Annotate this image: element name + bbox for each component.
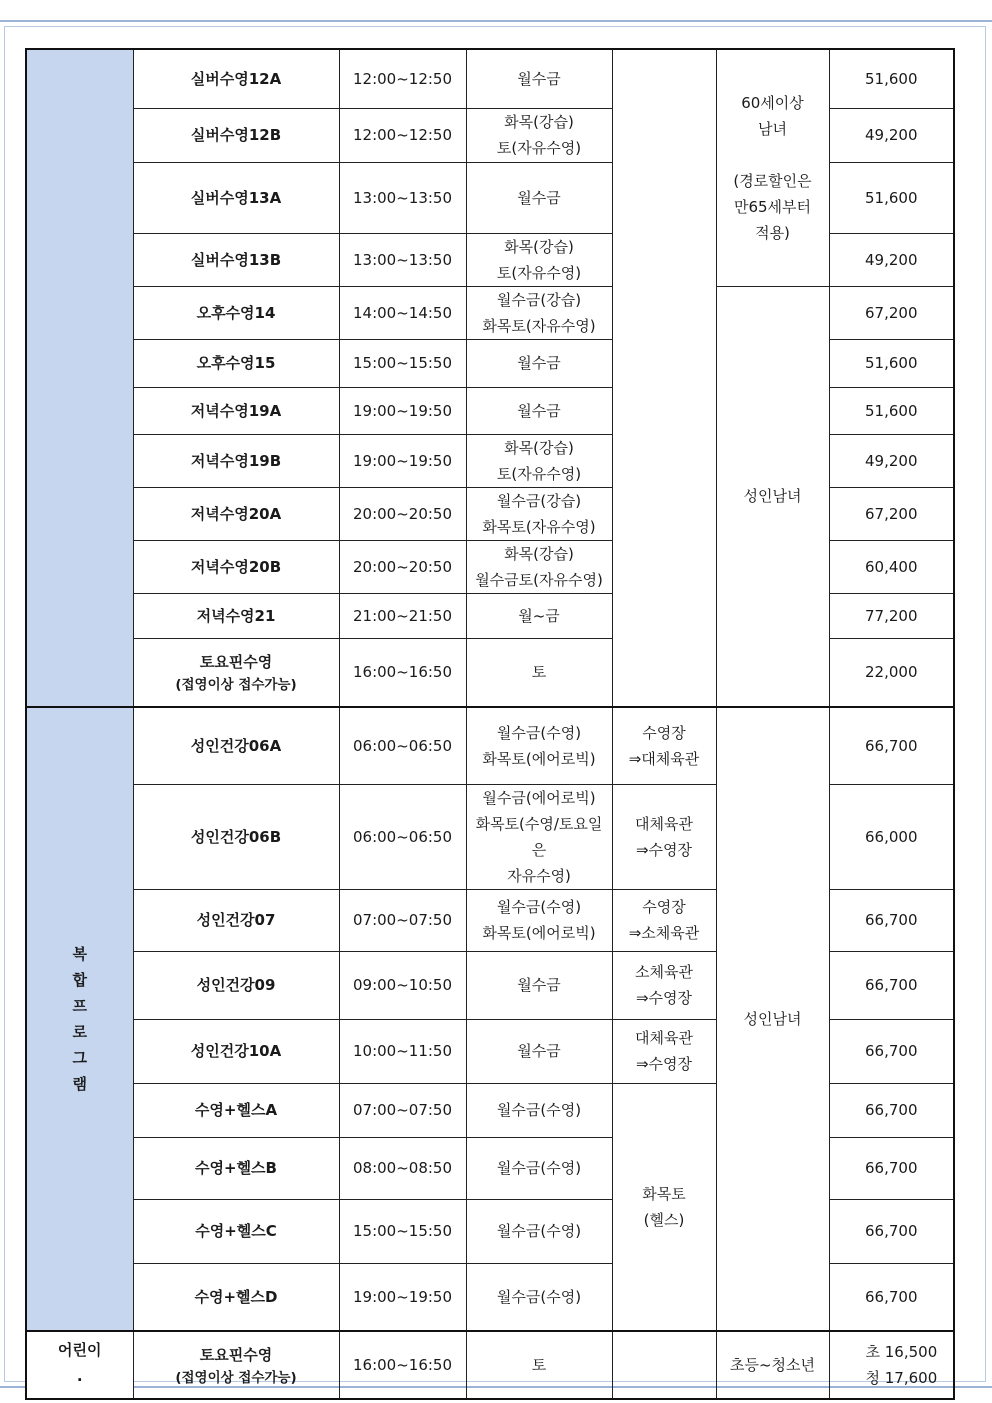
program-name: 실버수영12A [190,69,282,88]
program-name-cell [133,1083,339,1137]
days-cell: 월수금 [466,951,612,1019]
program-name: 수영+헬스A [194,1101,278,1119]
program-name-cell [133,162,339,233]
program-name: 저녁수영20A [190,504,282,523]
place-cell: 수영장 ⇒대체육관 [612,707,716,784]
program-name: 오후수영15 [196,354,276,372]
time-cell: 15:00~15:50 [339,1199,466,1263]
table-row [26,49,954,108]
table-row [26,707,954,784]
fee-cell: 초 16,500 청 17,600 [829,1331,954,1399]
fee-cell: 66,700 [829,1137,954,1199]
program-name-cell [133,540,339,593]
fee-cell: 66,700 [829,1019,954,1083]
program-name: 수영+헬스D [194,1287,278,1306]
fee-cell: 51,600 [829,387,954,434]
target-cell-silver: 60세이상 남녀 (경로할인은 만65세부터 적용) [716,49,829,286]
category-cell: 복 합 프 로 그 램 [26,707,133,1331]
time-cell: 19:00~19:50 [339,387,466,434]
days-cell: 월~금 [466,593,612,638]
program-name-cell [133,1199,339,1263]
program-name-cell [133,951,339,1019]
program-name: 저녁수영19B [190,451,282,470]
category-cell [26,49,133,707]
fee-cell: 66,700 [829,1083,954,1137]
program-name-cell [133,638,339,707]
program-name-cell [133,889,339,951]
time-cell: 20:00~20:50 [339,540,466,593]
fee-cell: 22,000 [829,638,954,707]
time-cell: 06:00~06:50 [339,707,466,784]
program-name-cell [133,707,339,784]
time-cell: 15:00~15:50 [339,339,466,387]
days-cell: 월수금(수영) [466,1263,612,1331]
program-name: 토요핀수영 [199,653,273,672]
time-cell: 19:00~19:50 [339,434,466,487]
fee-cell: 51,600 [829,339,954,387]
time-cell: 09:00~10:50 [339,951,466,1019]
program-name-cell [133,387,339,434]
time-cell: 13:00~13:50 [339,233,466,286]
fee-cell: 66,000 [829,784,954,889]
fee-cell: 66,700 [829,951,954,1019]
program-name-cell [133,487,339,540]
place-cell [612,1331,716,1399]
program-name: 실버수영13B [190,250,282,269]
time-cell: 13:00~13:50 [339,162,466,233]
program-name-cell [133,434,339,487]
program-name: 오후수영14 [196,303,276,322]
program-name-note: (접영이상 접수가능) [175,1370,297,1386]
days-cell: 월수금 [466,162,612,233]
fee-cell: 60,400 [829,540,954,593]
days-cell: 월수금(수영) [466,1083,612,1137]
fee-cell: 67,200 [829,487,954,540]
time-cell: 07:00~07:50 [339,889,466,951]
days-cell: 월수금 [466,49,612,108]
program-name-cell [133,286,339,339]
days-cell: 월수금 [466,1019,612,1083]
place-cell: 대체육관 ⇒수영장 [612,784,716,889]
program-name-cell [133,339,339,387]
days-cell: 월수금 [466,339,612,387]
days-cell: 화목(강습) 월수금토(자유수영) [466,540,612,593]
program-name: 성인건강06A [190,736,282,755]
days-cell: 토 [466,638,612,707]
days-cell: 월수금(강습) 화목토(자유수영) [466,487,612,540]
program-name-cell [133,1331,339,1399]
days-cell: 월수금 [466,387,612,434]
days-cell: 월수금(수영) 화목토(에어로빅) [466,889,612,951]
target-cell-adult: 성인남녀 [716,286,829,707]
place-cell: 소체육관 ⇒수영장 [612,951,716,1019]
program-name-cell [133,1019,339,1083]
place-cell: 수영장 ⇒소체육관 [612,889,716,951]
table-row [26,286,954,339]
program-name-cell [133,233,339,286]
fee-cell: 49,200 [829,434,954,487]
program-name-cell [133,784,339,889]
fee-cell: 66,700 [829,1199,954,1263]
program-schedule-table [25,48,955,1400]
program-name-note: (접영이상 접수가능) [175,677,297,694]
days-cell: 월수금(수영) 화목토(에어로빅) [466,707,612,784]
program-name: 성인건강06B [190,827,282,846]
days-cell: 월수금(에어로빅) 화목토(수영/토요일은 자유수영) [466,784,612,889]
days-cell: 토 [466,1331,612,1399]
program-name: 실버수영12B [190,126,282,144]
time-cell: 16:00~16:50 [339,638,466,707]
program-name-cell [133,593,339,638]
program-name-cell [133,108,339,162]
program-name: 저녁수영19A [190,401,282,420]
time-cell: 21:00~21:50 [339,593,466,638]
target-cell: 성인남녀 [716,707,829,1331]
time-cell: 14:00~14:50 [339,286,466,339]
fee-cell: 66,700 [829,707,954,784]
place-cell [612,49,716,707]
time-cell: 19:00~19:50 [339,1263,466,1331]
program-name: 수영+헬스B [195,1159,277,1177]
program-name-cell [133,49,339,108]
fee-cell: 49,200 [829,233,954,286]
time-cell: 12:00~12:50 [339,108,466,162]
page-frame-top-line [0,20,992,22]
fee-cell: 66,700 [829,889,954,951]
program-name: 토요핀수영 [199,1346,273,1364]
table-row [26,1331,954,1399]
fee-cell: 51,600 [829,49,954,108]
time-cell: 07:00~07:50 [339,1083,466,1137]
time-cell: 06:00~06:50 [339,784,466,889]
target-cell: 초등~청소년 [716,1331,829,1399]
fee-cell: 66,700 [829,1263,954,1331]
program-name: 수영+헬스C [195,1222,277,1240]
program-name: 성인건강10A [190,1042,282,1060]
time-cell: 12:00~12:50 [339,49,466,108]
fee-cell: 49,200 [829,108,954,162]
time-cell: 10:00~11:50 [339,1019,466,1083]
days-cell: 월수금(강습) 화목토(자유수영) [466,286,612,339]
days-cell: 화목(강습) 토(자유수영) [466,233,612,286]
days-cell: 화목(강습) 토(자유수영) [466,434,612,487]
program-name: 성인건강07 [196,911,276,929]
time-cell: 20:00~20:50 [339,487,466,540]
program-name: 실버수영13A [190,188,282,207]
time-cell: 08:00~08:50 [339,1137,466,1199]
place-cell: 대체육관 ⇒수영장 [612,1019,716,1083]
fee-cell: 77,200 [829,593,954,638]
fee-cell: 51,600 [829,162,954,233]
days-cell: 화목(강습) 토(자유수영) [466,108,612,162]
program-name-cell [133,1263,339,1331]
program-name: 성인건강09 [196,976,276,994]
category-cell: 어린이 · [26,1331,133,1399]
place-cell-health: 화목토 (헬스) [612,1083,716,1331]
program-name-cell [133,1137,339,1199]
program-name: 저녁수영21 [196,606,276,625]
days-cell: 월수금(수영) [466,1199,612,1263]
days-cell: 월수금(수영) [466,1137,612,1199]
time-cell: 16:00~16:50 [339,1331,466,1399]
fee-cell: 67,200 [829,286,954,339]
program-name: 저녁수영20B [190,557,282,576]
